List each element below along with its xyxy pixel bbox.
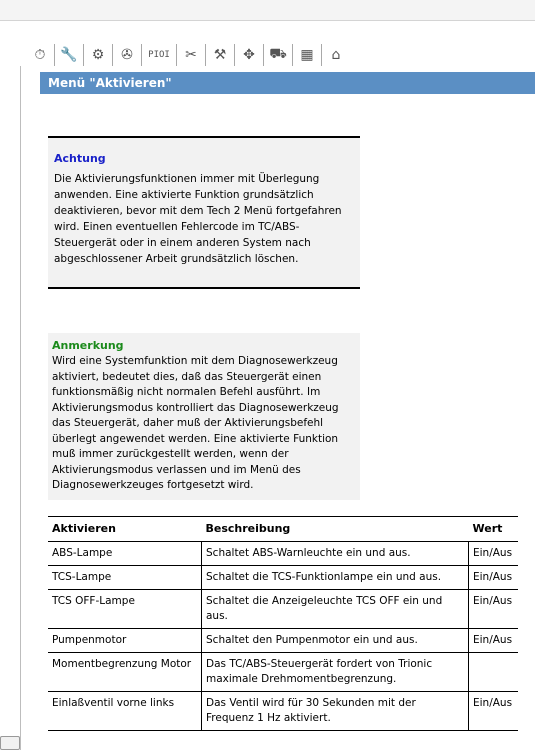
cell-value <box>469 652 519 691</box>
table-row <box>48 652 518 691</box>
toolbar-separator <box>83 44 84 66</box>
table-row <box>48 541 518 565</box>
toolbar-separator <box>292 44 293 66</box>
page-title: Menü "Aktivieren" <box>40 72 535 94</box>
table-row <box>48 691 518 730</box>
table-row <box>48 628 518 652</box>
note-title: Anmerkung <box>52 339 124 352</box>
column-header-activate: Aktivieren <box>48 516 202 541</box>
note-box <box>48 333 360 500</box>
pinout-icon[interactable]: PIOI <box>148 50 170 60</box>
cell-function: Einlaßventil vorne links <box>48 691 202 730</box>
toolbar <box>30 40 346 70</box>
gears-icon[interactable]: ⚙ <box>91 47 105 63</box>
cell-description: Das TC/ABS-Steuergerät fordert von Trionic maximale Drehmomentbegrenzung. <box>202 652 469 691</box>
cell-value: Ein/Aus <box>469 565 519 589</box>
toolbar-separator <box>321 44 322 66</box>
cell-function: TCS OFF-Lampe <box>48 589 202 628</box>
warning-box <box>48 136 360 289</box>
left-navigation-pane[interactable] <box>0 66 21 750</box>
cell-function: Pumpenmotor <box>48 628 202 652</box>
cell-function: TCS-Lampe <box>48 565 202 589</box>
cell-value: Ein/Aus <box>469 589 519 628</box>
cell-description: Schaltet die Anzeigeleuchte TCS OFF ein und aus. <box>202 589 469 628</box>
cell-value: Ein/Aus <box>469 628 519 652</box>
stopwatch-icon[interactable]: ⏱ <box>34 47 46 63</box>
car-lift-icon[interactable]: ⛟ <box>269 46 287 62</box>
column-header-description: Beschreibung <box>202 516 469 541</box>
toolbar-separator <box>176 44 177 66</box>
cell-value: Ein/Aus <box>469 691 519 730</box>
wrench-icon[interactable]: 🔧 <box>60 47 78 63</box>
cell-description: Schaltet den Pumpenmotor ein und aus. <box>202 628 469 652</box>
toolbar-separator <box>112 44 113 66</box>
panel-icon[interactable]: ▦ <box>300 47 314 63</box>
table-header-row <box>48 516 518 541</box>
toolbar-separator <box>234 44 235 66</box>
note-text: Wird eine Systemfunktion mit dem Diagnosewerkzeug aktiviert, bedeutet dies, daß das Steuergerät einen funktionsmäßig nicht normalen Befehl ausführt. Im Aktivierungsmodus kontrolliert das Diagnosewerkzeug das Steuergerät, daher muß der Aktivierungsbefehl überlegt angewendet werden. Eine aktivierte Funktion muß immer zurückgestellt werden, wenn der Aktivierungsmodus verlassen und im Menü des Diagnosewerkzeuges fortgesetzt wird. <box>52 355 339 491</box>
toolbar-separator <box>141 44 142 66</box>
cell-value: Ein/Aus <box>469 541 519 565</box>
component-icon[interactable]: ⌂ <box>331 47 341 63</box>
tools-icon[interactable]: ⚒ <box>213 47 227 63</box>
document-content <box>40 72 535 750</box>
wire-icon[interactable]: ✂ <box>185 47 197 63</box>
toolbar-separator <box>205 44 206 66</box>
cell-function: ABS-Lampe <box>48 541 202 565</box>
toolbar-separator <box>263 44 264 66</box>
table-row <box>48 589 518 628</box>
table-row <box>48 565 518 589</box>
warning-text: Die Aktivierungsfunktionen immer mit Überlegung anwenden. Eine aktivierte Funktion grundsätzlich deaktivieren, bevor mit dem Tech 2 Menü fortgefahren wird. Einen eventuellen Fehlercode im TC/ABS-Steuergerät oder in einem anderen System nach abgeschlossener Arbeit grundsätzlich löschen. <box>54 173 342 265</box>
cell-description: Schaltet die TCS-Funktionlampe ein und aus. <box>202 565 469 589</box>
cell-function: Momentbegrenzung Motor <box>48 652 202 691</box>
scroll-button[interactable] <box>0 736 20 750</box>
cell-description: Das Ventil wird für 30 Sekunden mit der Frequenz 1 Hz aktiviert. <box>202 691 469 730</box>
warning-title: Achtung <box>54 152 106 165</box>
move-icon[interactable]: ✥ <box>243 47 255 63</box>
toolbar-separator <box>54 44 55 66</box>
engine-icon[interactable]: ✇ <box>121 47 133 63</box>
column-header-value: Wert <box>469 516 519 541</box>
window-top-bar <box>0 0 535 21</box>
cell-description: Schaltet ABS-Warnleuchte ein und aus. <box>202 541 469 565</box>
activation-table <box>48 516 518 731</box>
